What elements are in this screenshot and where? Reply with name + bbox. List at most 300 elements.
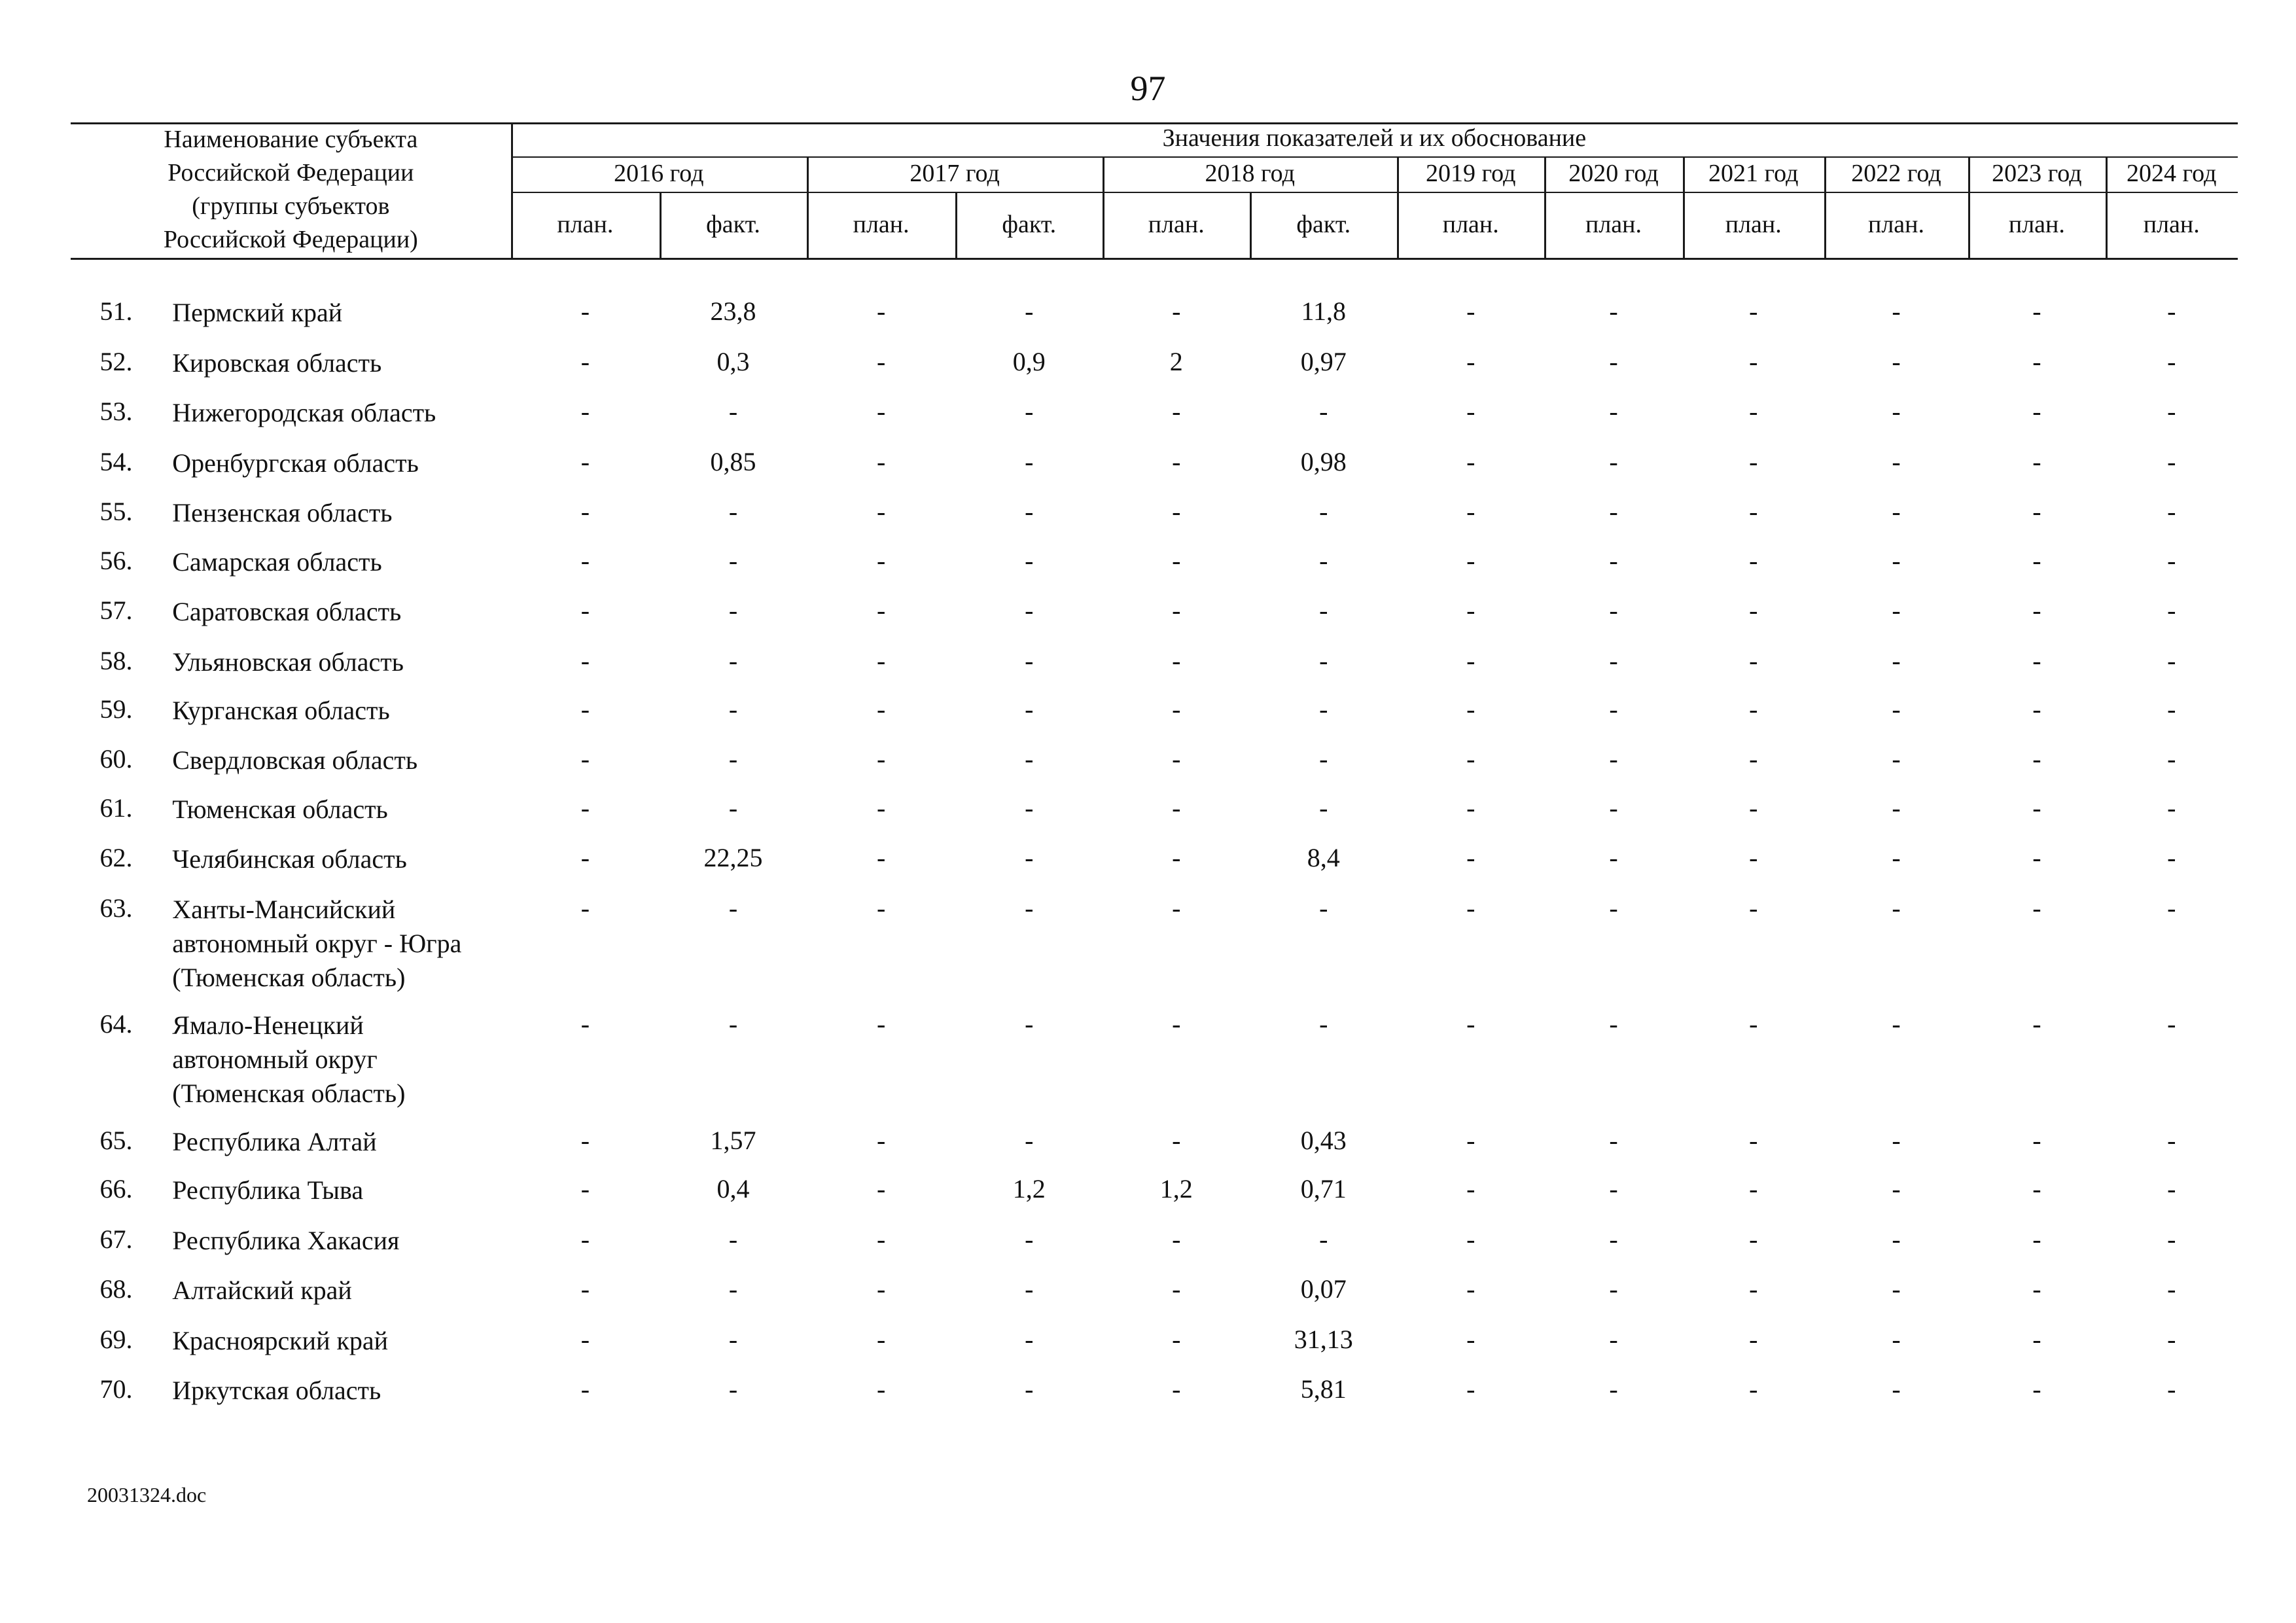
indicator-value: - <box>1892 1374 1901 1404</box>
region-name <box>172 645 508 679</box>
indicator-value: - <box>1892 694 1901 724</box>
indicator-value: - <box>876 694 886 724</box>
subcolumn-header: факт. <box>1296 210 1351 238</box>
indicator-value: - <box>580 397 590 427</box>
indicator-value: - <box>1892 1009 1901 1039</box>
indicator-value: - <box>728 1224 738 1254</box>
name-column-header-line: Российской Федерации <box>168 158 414 187</box>
region-name <box>172 296 508 330</box>
indicator-value: - <box>1025 1374 1034 1404</box>
indicator-value: - <box>1172 843 1181 872</box>
values-title-rule <box>511 156 2238 158</box>
indicator-value: - <box>1466 1324 1475 1354</box>
row-number: 63. <box>99 893 133 923</box>
indicator-value: - <box>1025 893 1034 923</box>
indicator-value: - <box>728 1009 738 1039</box>
indicator-value: - <box>1172 893 1181 923</box>
row-number: 57. <box>99 596 133 625</box>
indicator-value: - <box>1025 497 1034 527</box>
indicator-value: 31,13 <box>1294 1324 1353 1354</box>
year-header: 2021 год <box>1708 159 1799 187</box>
indicator-value: - <box>1892 446 1901 476</box>
indicator-value: - <box>876 1374 886 1404</box>
indicator-value: 11,8 <box>1301 296 1346 327</box>
region-name <box>172 1173 508 1207</box>
indicator-value: - <box>1749 694 1758 724</box>
indicator-value: - <box>580 1009 590 1039</box>
indicator-value: - <box>1892 1224 1901 1254</box>
indicator-value: - <box>876 446 886 476</box>
year-header: 2019 год <box>1426 159 1516 187</box>
indicator-value: - <box>1172 397 1181 427</box>
indicator-value: - <box>1466 397 1475 427</box>
indicator-value: - <box>1892 793 1901 823</box>
indicator-value: - <box>876 744 886 774</box>
indicator-value: - <box>2032 545 2041 575</box>
region-name-line: Республика Хакасия <box>172 1225 400 1255</box>
indicator-value: - <box>2032 893 2041 923</box>
row-number: 56. <box>99 545 133 575</box>
region-name <box>172 446 508 480</box>
indicator-value: - <box>1025 793 1034 823</box>
region-name-line: Ханты-Мансийский <box>172 894 396 924</box>
indicator-value: - <box>2032 596 2041 625</box>
region-name <box>172 842 508 876</box>
region-name <box>172 743 508 777</box>
region-name <box>172 595 508 629</box>
indicator-value: - <box>2167 596 2176 625</box>
indicator-value: - <box>876 793 886 823</box>
region-name <box>172 1274 508 1308</box>
indicator-value: - <box>1025 296 1034 327</box>
subcolumn-header: план. <box>1442 210 1499 238</box>
region-name-line: (Тюменская область) <box>172 962 406 992</box>
region-name <box>172 893 508 995</box>
subcolumn-header: план. <box>1148 210 1205 238</box>
indicator-value: - <box>1172 1126 1181 1155</box>
indicator-value: 2 <box>1169 346 1183 376</box>
indicator-value: - <box>2167 1274 2176 1304</box>
indicator-value: - <box>1749 744 1758 774</box>
indicator-value: - <box>1466 793 1475 823</box>
indicator-value: - <box>876 1324 886 1354</box>
indicator-value: 0,97 <box>1300 346 1347 376</box>
row-number: 65. <box>99 1126 133 1155</box>
indicator-value: - <box>876 1174 886 1204</box>
indicator-value: - <box>1025 1274 1034 1304</box>
indicator-value: - <box>1172 596 1181 625</box>
indicator-value: - <box>1892 1274 1901 1304</box>
indicator-value: - <box>1025 596 1034 625</box>
indicator-value: - <box>1319 596 1328 625</box>
indicator-value: - <box>2167 1174 2176 1204</box>
row-number: 67. <box>99 1224 133 1254</box>
region-name-line: Тюменская область <box>172 794 388 824</box>
region-name-line: Кировская область <box>172 348 382 378</box>
indicator-value: - <box>2167 893 2176 923</box>
region-name-line: Алтайский край <box>172 1275 352 1306</box>
indicator-value: - <box>876 893 886 923</box>
indicator-value: 1,57 <box>710 1126 756 1155</box>
indicator-value: - <box>728 596 738 625</box>
region-name-line: Иркутская область <box>172 1376 381 1406</box>
indicator-value: - <box>1319 1009 1328 1039</box>
indicator-value: - <box>2167 296 2176 327</box>
indicator-value: - <box>1749 1009 1758 1039</box>
indicator-value: - <box>1609 1126 1618 1155</box>
row-number: 52. <box>99 346 133 376</box>
region-name <box>172 1324 508 1358</box>
indicator-value: - <box>1749 1274 1758 1304</box>
region-name <box>172 496 508 530</box>
row-number: 62. <box>99 843 133 872</box>
indicator-value: 0,85 <box>710 446 756 476</box>
indicator-value: - <box>1319 793 1328 823</box>
indicator-value: - <box>1749 1224 1758 1254</box>
indicator-value: - <box>580 1324 590 1354</box>
indicator-value: - <box>728 694 738 724</box>
indicator-value: - <box>1609 346 1618 376</box>
indicator-value: - <box>1609 1374 1618 1404</box>
indicator-value: - <box>876 346 886 376</box>
indicator-value: - <box>1609 694 1618 724</box>
indicator-value: - <box>580 596 590 625</box>
values-title: Значения показателей и их обоснование <box>1162 124 1587 152</box>
indicator-value: - <box>1609 793 1618 823</box>
indicator-value: 0,07 <box>1300 1274 1347 1304</box>
indicator-value: - <box>1609 446 1618 476</box>
indicator-value: 0,43 <box>1300 1126 1347 1155</box>
indicator-value: - <box>580 1374 590 1404</box>
indicator-value: - <box>1172 1324 1181 1354</box>
year-header: 2020 год <box>1568 159 1659 187</box>
indicator-value: - <box>2167 545 2176 575</box>
indicator-value: - <box>1749 346 1758 376</box>
indicator-value: - <box>580 645 590 675</box>
name-column-header-line: Наименование субъекта <box>164 125 418 153</box>
indicator-value: - <box>1025 744 1034 774</box>
indicator-value: - <box>1892 645 1901 675</box>
subcolumn-header: план. <box>1867 210 1924 238</box>
indicator-value: - <box>1172 545 1181 575</box>
indicator-value: - <box>1892 397 1901 427</box>
region-name-line: Республика Тыва <box>172 1175 364 1205</box>
indicator-value: - <box>1319 645 1328 675</box>
row-number: 58. <box>99 645 133 675</box>
indicator-value: - <box>1172 694 1181 724</box>
header-bottom-rule <box>71 258 2238 260</box>
subcolumn-header: план. <box>2143 210 2200 238</box>
subcolumn-header: факт. <box>1002 210 1057 238</box>
indicator-value: - <box>1466 1126 1475 1155</box>
indicator-value: - <box>876 296 886 327</box>
indicator-value: - <box>2167 346 2176 376</box>
region-name-line: Курганская область <box>172 695 390 725</box>
indicator-value: - <box>1172 1224 1181 1254</box>
subcolumn-header: план. <box>557 210 614 238</box>
indicator-value: - <box>1172 1274 1181 1304</box>
indicator-value: - <box>1319 1224 1328 1254</box>
indicator-value: - <box>2167 1224 2176 1254</box>
region-name-line: Челябинская область <box>172 844 407 874</box>
row-number: 69. <box>99 1324 133 1354</box>
page-number: 97 <box>1130 69 1166 108</box>
indicator-value: - <box>2032 1324 2041 1354</box>
indicator-value: - <box>1025 1126 1034 1155</box>
indicator-value: - <box>1466 296 1475 327</box>
indicator-value: - <box>728 1374 738 1404</box>
indicator-value: - <box>876 843 886 872</box>
indicator-value: - <box>876 1009 886 1039</box>
indicator-value: - <box>2032 1126 2041 1155</box>
indicator-value: - <box>2167 1009 2176 1039</box>
indicator-value: 0,71 <box>1300 1174 1347 1204</box>
indicator-value: - <box>1892 1126 1901 1155</box>
indicator-value: - <box>2032 1374 2041 1404</box>
indicator-value: - <box>1609 843 1618 872</box>
indicator-value: - <box>1172 446 1181 476</box>
indicator-value: 1,2 <box>1159 1174 1193 1204</box>
indicator-value: - <box>1172 744 1181 774</box>
year-header: 2024 год <box>2127 159 2217 187</box>
indicator-value: - <box>2167 744 2176 774</box>
indicator-value: - <box>2032 346 2041 376</box>
indicator-value: 5,81 <box>1300 1374 1347 1404</box>
indicator-value: - <box>1892 596 1901 625</box>
indicator-value: - <box>1892 744 1901 774</box>
indicator-value: - <box>2032 296 2041 327</box>
indicator-value: - <box>2032 645 2041 675</box>
indicator-value: - <box>1025 694 1034 724</box>
row-number: 61. <box>99 793 133 823</box>
indicator-value: - <box>728 497 738 527</box>
indicator-value: - <box>1466 694 1475 724</box>
indicator-value: - <box>1025 446 1034 476</box>
region-name-line: Красноярский край <box>172 1325 389 1355</box>
indicator-value: - <box>580 744 590 774</box>
indicator-value: - <box>1749 296 1758 327</box>
indicator-value: - <box>728 1324 738 1354</box>
indicator-value: - <box>2032 446 2041 476</box>
region-name <box>172 545 508 579</box>
indicator-value: - <box>1609 545 1618 575</box>
indicator-value: - <box>2167 843 2176 872</box>
indicator-value: - <box>1749 1324 1758 1354</box>
region-name <box>172 1374 508 1408</box>
indicator-value: 8,4 <box>1307 843 1340 872</box>
name-column-header-line: Российской Федерации) <box>163 225 418 253</box>
indicator-value: - <box>1609 1009 1618 1039</box>
indicator-value: - <box>580 793 590 823</box>
indicator-value: 0,3 <box>716 346 750 376</box>
indicator-value: - <box>580 1224 590 1254</box>
indicator-value: - <box>580 497 590 527</box>
region-name-line: (Тюменская область) <box>172 1079 406 1109</box>
indicator-value: 0,98 <box>1300 446 1347 476</box>
indicator-value: - <box>1892 545 1901 575</box>
indicator-value: - <box>1892 843 1901 872</box>
region-name-line: Ямало-Ненецкий <box>172 1010 364 1041</box>
indicator-value: - <box>1172 1009 1181 1039</box>
row-number: 53. <box>99 397 133 427</box>
indicator-value: - <box>1025 1324 1034 1354</box>
indicator-value: - <box>1466 1274 1475 1304</box>
indicator-value: - <box>1466 446 1475 476</box>
indicator-value: - <box>1172 793 1181 823</box>
indicator-value: - <box>1609 744 1618 774</box>
region-name-line: Оренбургская область <box>172 448 419 478</box>
row-number: 54. <box>99 446 133 476</box>
subcolumn-header: план. <box>2008 210 2065 238</box>
indicator-value: - <box>728 893 738 923</box>
indicator-value: - <box>580 893 590 923</box>
indicator-value: - <box>580 346 590 376</box>
row-number: 51. <box>99 296 133 327</box>
indicator-value: - <box>1466 346 1475 376</box>
year-header: 2017 год <box>910 159 1000 187</box>
indicator-value: - <box>2032 694 2041 724</box>
indicator-value: - <box>1749 497 1758 527</box>
indicator-value: - <box>876 1126 886 1155</box>
indicator-value: - <box>876 645 886 675</box>
indicator-value: - <box>1749 1374 1758 1404</box>
indicator-value: 0,4 <box>716 1174 750 1204</box>
year-header: 2023 год <box>1992 159 2082 187</box>
row-number: 64. <box>99 1009 133 1039</box>
indicator-value: - <box>580 1174 590 1204</box>
region-name-line: Республика Алтай <box>172 1127 377 1156</box>
indicator-value: - <box>1025 1224 1034 1254</box>
indicator-value: - <box>876 397 886 427</box>
indicator-value: - <box>728 1274 738 1304</box>
indicator-value: 1,2 <box>1012 1174 1046 1204</box>
region-name-line: Свердловская область <box>172 745 418 776</box>
indicator-value: - <box>1609 1174 1618 1204</box>
indicator-value: - <box>2167 497 2176 527</box>
indicator-value: - <box>1749 446 1758 476</box>
indicator-value: - <box>1609 497 1618 527</box>
indicator-value: - <box>876 596 886 625</box>
indicator-value: - <box>1172 645 1181 675</box>
indicator-value: - <box>1892 497 1901 527</box>
row-number: 60. <box>99 744 133 774</box>
indicator-value: - <box>2032 1224 2041 1254</box>
indicator-value: - <box>1609 1224 1618 1254</box>
row-number: 68. <box>99 1274 133 1304</box>
subcolumn-header: план. <box>1725 210 1782 238</box>
indicator-value: - <box>2167 694 2176 724</box>
indicator-value: - <box>580 694 590 724</box>
indicator-value: - <box>1319 545 1328 575</box>
indicator-value: - <box>1466 1224 1475 1254</box>
indicator-value: - <box>2032 744 2041 774</box>
indicator-value: - <box>1319 893 1328 923</box>
name-column-header-line: (группы субъектов <box>192 192 390 220</box>
row-number: 59. <box>99 694 133 724</box>
indicator-value: - <box>1749 1126 1758 1155</box>
indicator-value: - <box>1466 497 1475 527</box>
year-header: 2022 год <box>1851 159 1941 187</box>
region-name <box>172 793 508 827</box>
indicator-value: - <box>1609 296 1618 327</box>
indicator-value: - <box>580 296 590 327</box>
region-name <box>172 396 508 430</box>
region-name-line: автономный округ <box>172 1044 378 1075</box>
indicator-value: - <box>876 1274 886 1304</box>
indicator-value: - <box>2167 1374 2176 1404</box>
indicator-value: - <box>1749 397 1758 427</box>
indicator-value: - <box>1609 397 1618 427</box>
indicator-value: - <box>2032 497 2041 527</box>
years-rule <box>511 192 2238 193</box>
indicator-value: - <box>876 497 886 527</box>
indicator-value: - <box>1609 1324 1618 1354</box>
indicator-value: - <box>2167 645 2176 675</box>
indicator-value: - <box>728 397 738 427</box>
indicator-value: - <box>2032 1009 2041 1039</box>
region-name-line: Саратовская область <box>172 597 402 626</box>
document-filename: 20031324.doc <box>87 1483 207 1507</box>
indicator-value: - <box>2032 1274 2041 1304</box>
indicator-value: - <box>2167 1324 2176 1354</box>
indicator-value: - <box>2167 1126 2176 1155</box>
subcolumn-header: факт. <box>706 210 760 238</box>
region-name-line: Самарская область <box>172 546 382 577</box>
indicator-value: - <box>1749 893 1758 923</box>
indicator-value: - <box>580 446 590 476</box>
indicator-value: - <box>1466 545 1475 575</box>
indicator-value: - <box>2032 1174 2041 1204</box>
indicator-value: - <box>1025 645 1034 675</box>
indicator-value: - <box>2032 397 2041 427</box>
row-number: 66. <box>99 1174 133 1204</box>
indicator-value: - <box>728 793 738 823</box>
indicator-value: - <box>1025 843 1034 872</box>
indicator-value: - <box>1892 1174 1901 1204</box>
indicator-value: - <box>1609 1274 1618 1304</box>
indicator-value: - <box>1466 893 1475 923</box>
indicator-value: - <box>1749 545 1758 575</box>
year-header: 2018 год <box>1205 159 1295 187</box>
region-name <box>172 694 508 728</box>
indicator-value: 23,8 <box>710 296 756 327</box>
indicator-value: - <box>1749 1174 1758 1204</box>
indicator-value: - <box>2032 843 2041 872</box>
region-name-line: Ульяновская область <box>172 647 404 677</box>
indicator-value: 0,9 <box>1012 346 1046 376</box>
subcolumn-header: план. <box>853 210 910 238</box>
indicator-value: - <box>1025 1009 1034 1039</box>
indicator-value: - <box>1466 1009 1475 1039</box>
indicator-value: - <box>1749 793 1758 823</box>
indicator-value: - <box>1609 893 1618 923</box>
indicator-value: - <box>1609 596 1618 625</box>
region-name <box>172 1008 508 1111</box>
region-name <box>172 346 508 380</box>
indicator-value: - <box>1749 645 1758 675</box>
indicator-value: 22,25 <box>703 843 763 872</box>
indicator-value: - <box>876 545 886 575</box>
region-name <box>172 1125 508 1159</box>
indicator-value: - <box>1319 744 1328 774</box>
indicator-value: - <box>876 1224 886 1254</box>
indicator-value: - <box>1466 744 1475 774</box>
indicator-value: - <box>1466 843 1475 872</box>
indicator-value: - <box>2167 397 2176 427</box>
indicator-value: - <box>1749 843 1758 872</box>
indicator-value: - <box>580 1126 590 1155</box>
indicator-value: - <box>1025 397 1034 427</box>
